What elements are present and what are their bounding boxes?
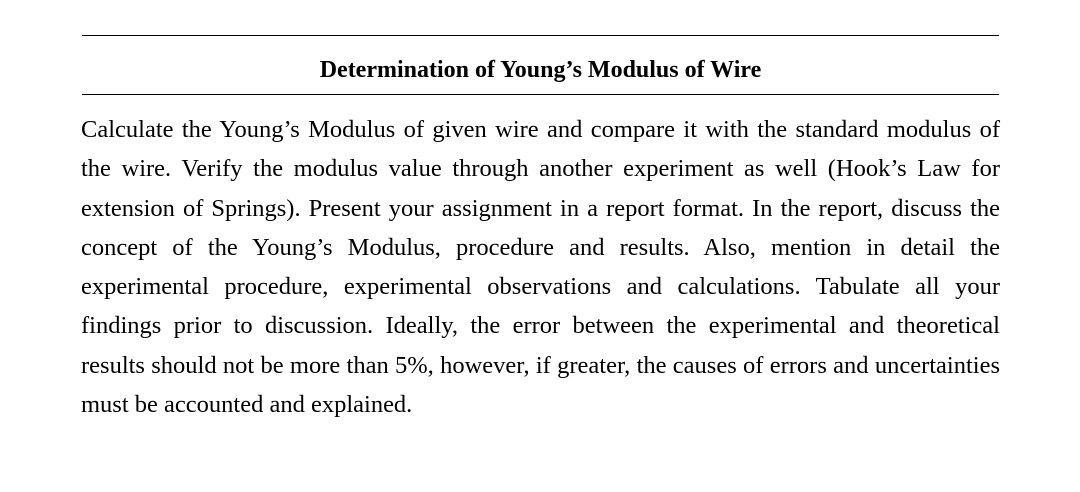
top-divider xyxy=(82,35,999,36)
assignment-paragraph: Calculate the Young’s Modulus of given wire and compare it with the standard modulus of the wire. Verify the modulus value through another experiment as well (Hook’s Law for extension of Springs). Present your assignment in a report format. In the report, discuss the concept of the Young’s Modulus, procedure and results. Also, mention in detail the experimental procedure, experimental observations and calculations. Tabulate all your findings prior to discussion. Ideally, the error between the experimental and theoretical results should not be more than 5%, however, if greater, the causes of errors and uncertainties must be accounted and explained. xyxy=(81,116,1000,419)
page-title: Determination of Young’s Modulus of Wire xyxy=(319,57,762,83)
title-divider xyxy=(82,94,999,95)
